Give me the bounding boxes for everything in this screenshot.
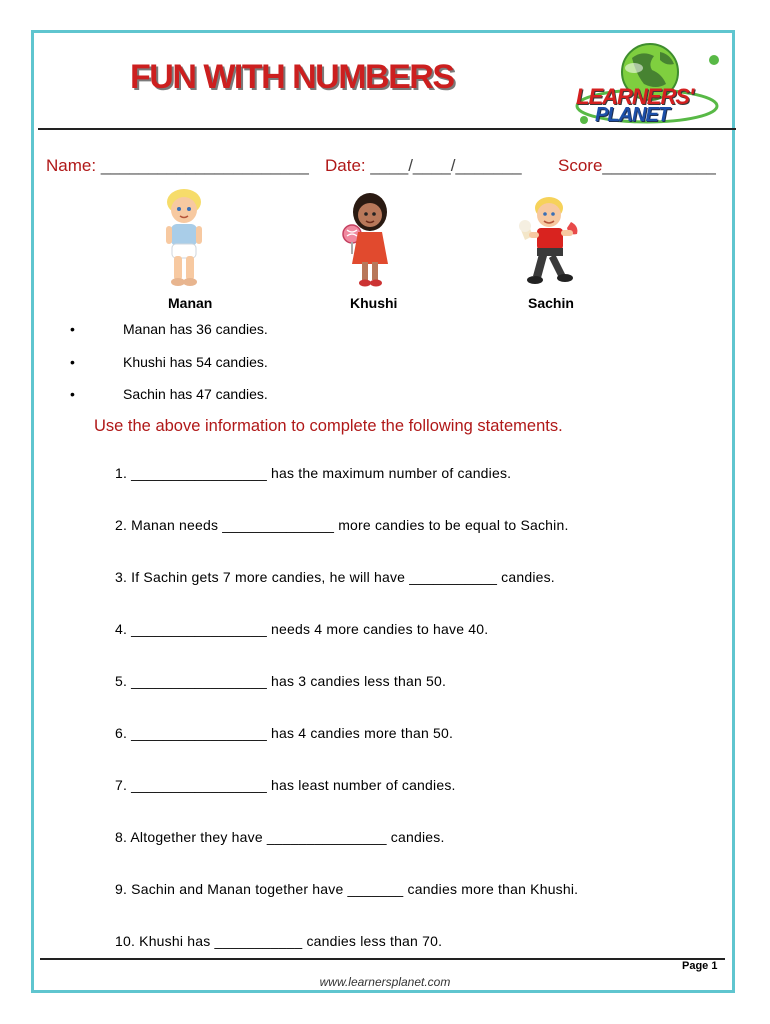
header-divider <box>38 128 736 130</box>
question-4[interactable]: 4. _________________ needs 4 more candies to have 40. <box>115 621 489 637</box>
question-8[interactable]: 8. Altogether they have _______________ candies. <box>115 829 445 845</box>
bullet-icon: • <box>70 386 75 402</box>
question-7[interactable]: 7. _________________ has least number of candies. <box>115 777 456 793</box>
character-name-sachin: Sachin <box>528 295 574 311</box>
question-9[interactable]: 9. Sachin and Manan together have _______ candies more than Khushi. <box>115 881 579 897</box>
name-label: Name: <box>46 156 97 175</box>
date-label: Date: <box>325 156 366 175</box>
bullet-icon: • <box>70 354 75 370</box>
question-3[interactable]: 3. If Sachin gets 7 more candies, he will have ___________ candies. <box>115 569 555 585</box>
question-1[interactable]: 1. _________________ has the maximum number of candies. <box>115 465 512 481</box>
fact-khushi: Khushi has 54 candies. <box>123 354 268 370</box>
question-2[interactable]: 2. Manan needs ______________ more candies to be equal to Sachin. <box>115 517 569 533</box>
logo-text-learners: LEARNERS' <box>576 84 694 109</box>
date-field[interactable] <box>325 156 522 176</box>
score-blank[interactable]: ____________ <box>602 156 716 175</box>
footer-divider <box>40 958 725 960</box>
manan-figure <box>158 184 210 288</box>
fact-manan: Manan has 36 candies. <box>123 321 268 337</box>
logo-text-planet: PLANET <box>595 104 669 126</box>
character-name-khushi: Khushi <box>350 295 398 311</box>
fact-sachin: Sachin has 47 candies. <box>123 386 268 402</box>
date-blank[interactable]: ____/____/_______ <box>370 156 522 175</box>
score-label: Score <box>558 156 603 175</box>
sachin-figure <box>517 192 585 288</box>
page-number: Page 1 <box>682 960 718 972</box>
khushi-figure <box>340 188 396 288</box>
character-name-manan: Manan <box>168 295 213 311</box>
question-5[interactable]: 5. _________________ has 3 candies less than 50. <box>115 673 447 689</box>
name-blank[interactable]: ______________________ <box>100 156 309 175</box>
question-10[interactable]: 10. Khushi has ___________ candies less than 70. <box>115 933 443 949</box>
footer-url[interactable]: www.learnersplanet.com <box>319 975 451 989</box>
bullet-icon: • <box>70 321 75 337</box>
learners-planet-logo <box>562 40 732 132</box>
name-field[interactable] <box>46 156 309 176</box>
question-6[interactable]: 6. _________________ has 4 candies more than 50. <box>115 725 454 741</box>
instruction-heading: Use the above information to complete the following statements. <box>94 417 563 435</box>
score-field[interactable] <box>558 156 716 176</box>
worksheet-title: FUN WITH NUMBERS <box>130 58 454 96</box>
